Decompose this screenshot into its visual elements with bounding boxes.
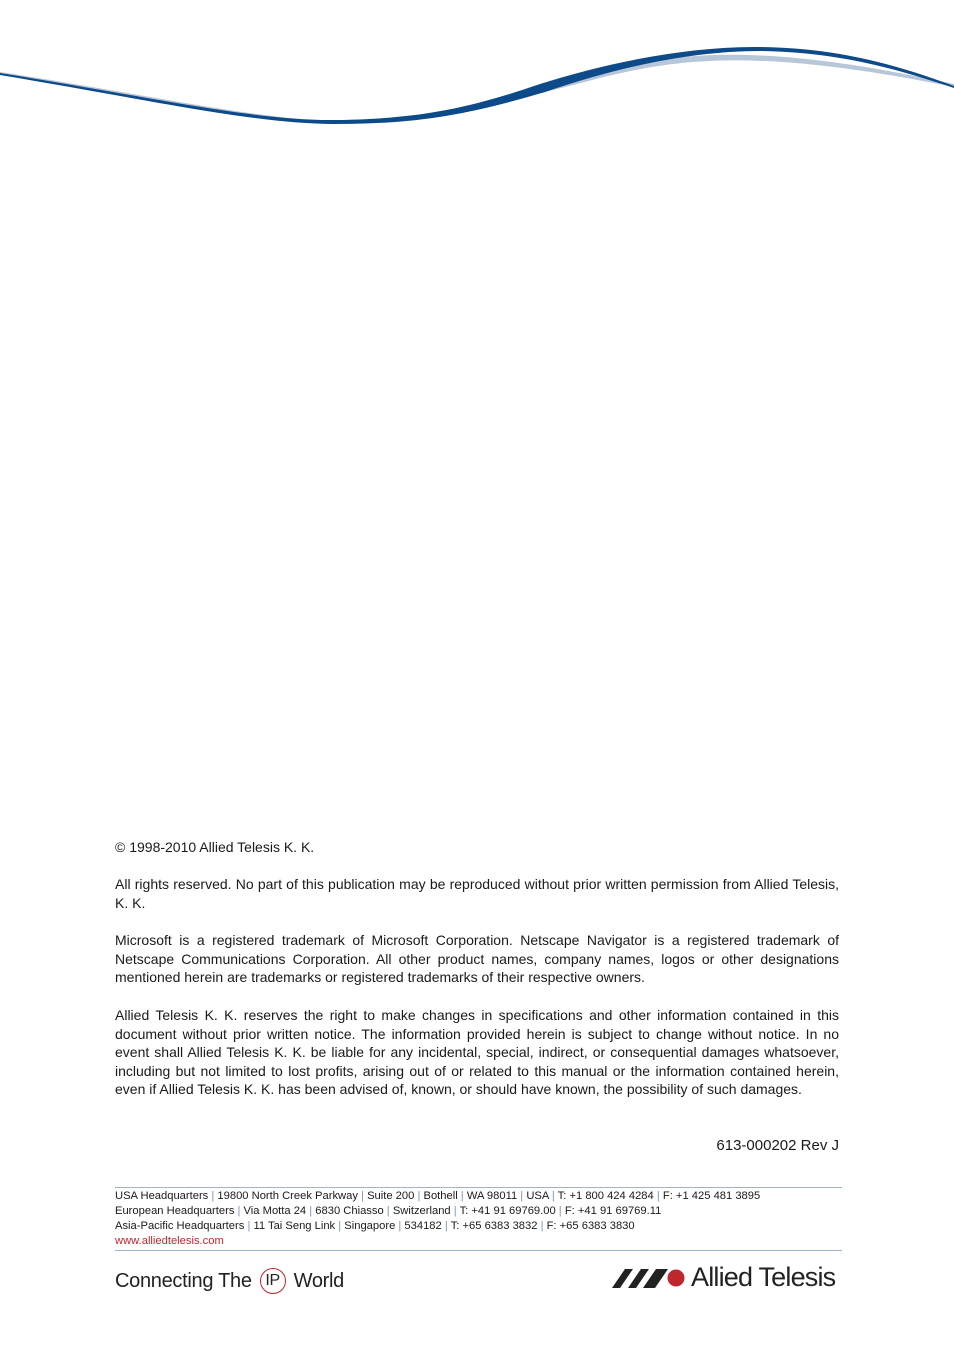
ip-circle-icon: IP	[260, 1268, 286, 1294]
footer-top-rule	[115, 1187, 842, 1188]
tagline-before: Connecting The	[115, 1269, 252, 1292]
address-part: Singapore	[344, 1220, 396, 1232]
address-part: F: +65 6383 3830	[546, 1220, 635, 1232]
address-separator: |	[517, 1190, 527, 1202]
allied-telesis-logo	[612, 1262, 835, 1293]
website-link[interactable]: www.alliedtelesis.com	[115, 1235, 224, 1247]
address-separator: |	[395, 1220, 405, 1232]
tagline	[115, 1268, 344, 1294]
address-part: WA 98011	[466, 1190, 518, 1202]
address-line-usa	[115, 1189, 760, 1204]
address-separator: |	[450, 1205, 460, 1217]
address-separator: |	[357, 1190, 368, 1202]
address-separator: |	[244, 1220, 254, 1232]
address-part: European Headquarters	[115, 1205, 235, 1217]
address-line-asia	[115, 1219, 635, 1234]
address-separator: |	[414, 1190, 424, 1202]
address-part: T: +41 91 69769.00	[459, 1205, 556, 1217]
address-separator: |	[441, 1220, 451, 1232]
address-separator: |	[306, 1205, 316, 1217]
address-part: USA	[526, 1190, 549, 1202]
address-separator: |	[653, 1190, 663, 1202]
address-separator: |	[555, 1205, 565, 1217]
address-part: T: +65 6383 3832	[450, 1220, 538, 1232]
header-wave-graphic	[0, 0, 954, 135]
document-number: 613-000202 Rev J	[716, 1137, 839, 1154]
copyright-notice: © 1998-2010 Allied Telesis K. K.	[115, 839, 315, 855]
at-logo-mark-icon	[612, 1267, 686, 1289]
rights-paragraph: All rights reserved. No part of this publication may be reproduced without prior written permission from Allied Telesis, K. K.	[115, 876, 839, 911]
address-part: F: +41 91 69769.11	[564, 1205, 662, 1217]
disclaimer-paragraph: Allied Telesis K. K. reserves the right to make changes in specifications and other information contained in this document without prior written notice. The information provided herein is subject to change without notice. In no event shall Allied Telesis K. K. be liable for any incidental, special, indirect, or consequential damages whatsoever, including but not limited to lost profits, arising out of or related to this manual or the information contained herein, even if Allied Telesis K. K. has been advised of, known, or should have known, the possibility of such damages.	[115, 1007, 839, 1098]
trademark-paragraph: Microsoft is a registered trademark of Microsoft Corporation. Netscape Navigator is a registered trademark of Netscape Communications Corporation. All other product names, company names, logos or other designations mentioned herein are trademarks or registered trademarks of their respective owners.	[115, 932, 839, 986]
address-part: 19800 North Creek Parkway	[217, 1190, 358, 1202]
address-part: F: +1 425 481 3895	[662, 1190, 761, 1202]
address-part: Suite 200	[367, 1190, 415, 1202]
address-line-europe	[115, 1204, 661, 1219]
wave-dark-band	[0, 47, 954, 124]
address-part: Via Motta 24	[243, 1205, 307, 1217]
address-part: 6830 Chiasso	[315, 1205, 384, 1217]
address-part: Asia-Pacific Headquarters	[115, 1220, 245, 1232]
address-separator: |	[537, 1220, 547, 1232]
logo-text: Allied Telesis	[691, 1262, 836, 1292]
address-part: USA Headquarters	[115, 1190, 209, 1202]
address-separator: |	[383, 1205, 393, 1217]
address-separator: |	[335, 1220, 345, 1232]
address-separator: |	[457, 1190, 467, 1202]
address-part: T: +1 800 424 4284	[557, 1190, 654, 1202]
address-part: 11 Tai Seng Link	[253, 1220, 336, 1232]
address-separator: |	[234, 1205, 244, 1217]
address-part: Switzerland	[392, 1205, 451, 1217]
footer-bottom-rule	[115, 1250, 842, 1251]
address-part: 534182	[404, 1220, 442, 1232]
address-part: Bothell	[423, 1190, 458, 1202]
address-separator: |	[208, 1190, 218, 1202]
tagline-after: World	[293, 1269, 345, 1292]
address-separator: |	[548, 1190, 558, 1202]
